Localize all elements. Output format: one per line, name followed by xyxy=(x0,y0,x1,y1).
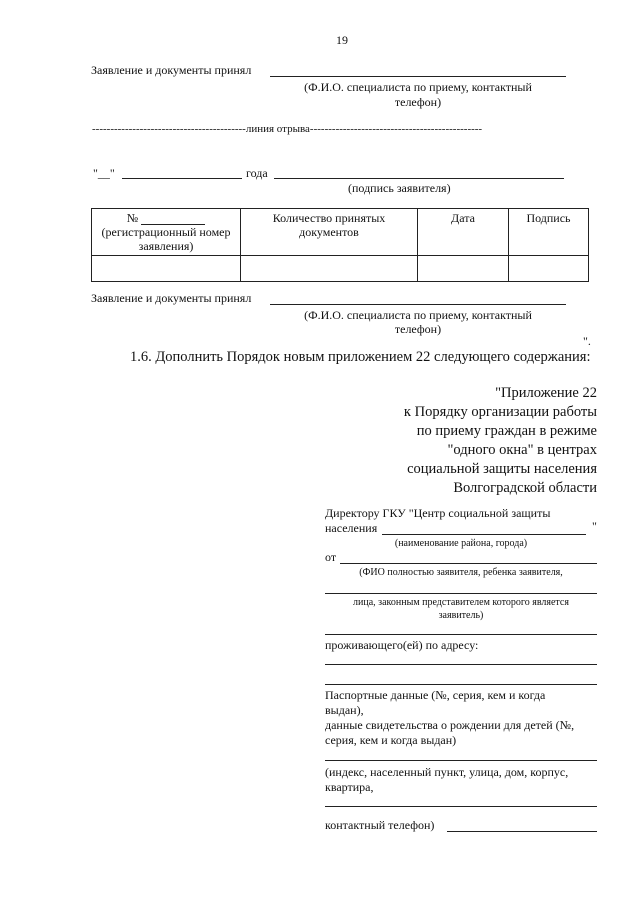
fio-caption: (ФИО полностью заявителя, ребенка заявителя, xyxy=(359,567,563,578)
doc-count-value xyxy=(241,256,418,282)
signature-value xyxy=(509,256,589,282)
appendix-header xyxy=(404,384,597,498)
representative-caption-1: лица, законным представителем которого является xyxy=(353,597,569,608)
applicant-signature-line xyxy=(274,178,564,179)
residing-label: проживающего(ей) по адресу: xyxy=(325,638,479,652)
doc-count-label-1: Количество принятых xyxy=(272,211,386,225)
district-caption: (наименование района, города) xyxy=(394,538,528,549)
receipt-caption-2: телефон) xyxy=(394,95,442,109)
receipt-label: Заявление и документы принял xyxy=(91,63,252,77)
reg-number-caption-1: (регистрационный номер xyxy=(101,225,231,239)
registration-table xyxy=(91,208,589,282)
district-line xyxy=(382,534,586,535)
addressee-line-1: Директору ГКУ "Центр социальной защиты xyxy=(325,506,551,520)
address-line-2 xyxy=(325,684,597,685)
doc-count-label-2: документов xyxy=(299,225,359,239)
from-label: от xyxy=(325,550,337,564)
page-number: 19 xyxy=(336,33,348,47)
representative-caption-2: заявитель) xyxy=(438,610,484,621)
reg-number-caption-2: заявления) xyxy=(138,239,194,253)
appendix-line-2: к Порядку организации работы xyxy=(403,404,597,420)
passport-line-2: выдан), xyxy=(325,703,364,717)
address-caption-block xyxy=(325,765,597,795)
birth-line-2: серия, кем и когда выдан) xyxy=(325,733,457,747)
reg-number-cell xyxy=(92,209,241,256)
receipt-label-2: Заявление и документы принял xyxy=(91,291,252,305)
date-header: Дата xyxy=(418,209,509,256)
appendix-line-3: по приему граждан в режиме xyxy=(416,423,597,439)
from-line xyxy=(340,563,597,564)
address-line-1 xyxy=(325,664,597,665)
address-caption-2: квартира, xyxy=(325,780,374,794)
tear-line: ------------------------------------------линия отрыва----------------------------------------------- xyxy=(92,123,483,135)
closing-quote: ". xyxy=(583,334,591,348)
fio-line-2 xyxy=(325,593,597,594)
phone-line xyxy=(447,831,597,832)
year-word: года xyxy=(246,166,268,180)
applicant-signature-caption: (подпись заявителя) xyxy=(348,181,451,195)
receipt-caption-1: (Ф.И.О. специалиста по приему, контактный xyxy=(304,80,532,94)
appendix-line-6: Волгоградской области xyxy=(453,480,597,496)
address-caption-1: (индекс, населенный пункт, улица, дом, корпус, xyxy=(325,765,569,779)
passport-line-1: Паспортные данные (№, серия, кем и когда xyxy=(325,688,546,702)
receipt-signature-line xyxy=(270,76,566,77)
date-quote: "__" xyxy=(93,166,115,180)
passport-block xyxy=(325,688,597,748)
appendix-line-5: социальной защиты населения xyxy=(407,461,597,477)
passport-line xyxy=(325,760,597,761)
reg-number-line xyxy=(141,212,205,225)
receipt-signature-line-2 xyxy=(270,304,566,305)
doc-count-header xyxy=(241,209,418,256)
receipt-caption-4: телефон) xyxy=(394,322,442,336)
date-value xyxy=(418,256,509,282)
appendix-line-1: "Приложение 22 xyxy=(495,385,597,401)
reg-number-sign: № xyxy=(126,211,139,225)
address-detail-line xyxy=(325,806,597,807)
signature-header: Подпись xyxy=(509,209,589,256)
phone-label: контактный телефон) xyxy=(325,818,435,832)
addressee-line-2: населения xyxy=(325,521,378,535)
receipt-caption-3: (Ф.И.О. специалиста по приему, контактный xyxy=(304,308,532,322)
representative-line xyxy=(325,634,597,635)
paragraph-1-6: 1.6. Дополнить Порядок новым приложением 22 следующего содержания: xyxy=(130,349,591,365)
appendix-line-4: "одного окна" в центрах xyxy=(447,442,597,458)
birth-line-1: данные свидетельства о рождении для детей (№, xyxy=(325,718,575,732)
reg-number-value xyxy=(92,256,241,282)
date-line xyxy=(122,178,242,179)
addressee-quote: " xyxy=(592,519,597,533)
